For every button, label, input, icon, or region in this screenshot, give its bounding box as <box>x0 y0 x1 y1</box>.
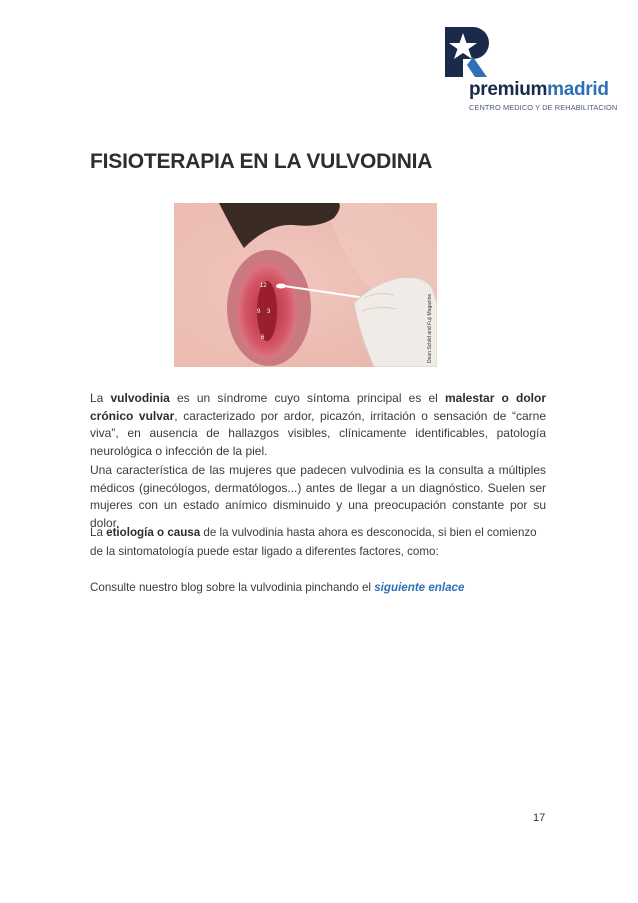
logo-emblem-icon <box>443 27 489 77</box>
brand-name-part2: madrid <box>547 79 609 100</box>
emphasis-term: malestar o dolor crónico vulvar <box>90 391 546 423</box>
company-logo <box>443 27 618 112</box>
paragraph-text: Consulte nuestro blog sobre la vulvodinia pinchando el <box>90 581 375 594</box>
paragraph-characteristics: Una característica de las mujeres que padecen vulvodinia es la consulta a múltiples médicos (ginecólogos, dermatólogos...) antes de llegar a un diagnóstico. Suelen ser mujeres con un estado anímico disminuido y una preocupación constante por su dolor. <box>90 463 546 530</box>
paragraph-text: La <box>90 391 111 405</box>
paragraph-etiology <box>90 523 546 561</box>
brand-name <box>469 79 609 101</box>
paragraph-text: de la vulvodinia hasta ahora es desconocida, si bien el comienzo de la sintomatología puede estar ligado a diferentes factores, como: <box>90 526 537 558</box>
page-title: FISIOTERAPIA EN LA VULVODINIA <box>90 150 433 173</box>
emphasis-term: vulvodinia <box>110 391 170 405</box>
brand-tagline: CENTRO MEDICO Y DE REHABILITACION <box>469 103 618 112</box>
figure-credit: Dean Schild and Fuji Magazine <box>427 293 433 363</box>
paragraph-blog <box>90 579 546 597</box>
paragraph-text: , caracterizado por ardor, picazón, irritación o sensación de “carne viva”, en ausencia de hallazgos visibles, clínicamente identificables, patología neurológica o infección de la piel. <box>90 408 547 458</box>
figure-label-6: 6 <box>261 335 265 341</box>
paragraph-definition <box>90 390 546 460</box>
figure-label-3: 3 <box>267 309 271 315</box>
medical-illustration <box>174 203 437 367</box>
page-number: 17 <box>533 812 546 824</box>
figure-label-12: 12 <box>260 283 267 289</box>
paragraph-text: es un síndrome cuyo síntoma principal es el <box>169 391 445 405</box>
paragraph-text: La <box>90 526 107 539</box>
figure-label-9: 9 <box>257 309 261 315</box>
blog-link[interactable]: siguiente enlace <box>374 581 465 594</box>
brand-name-part1: premium <box>469 79 548 100</box>
emphasis-term: etiología o causa <box>106 526 201 539</box>
